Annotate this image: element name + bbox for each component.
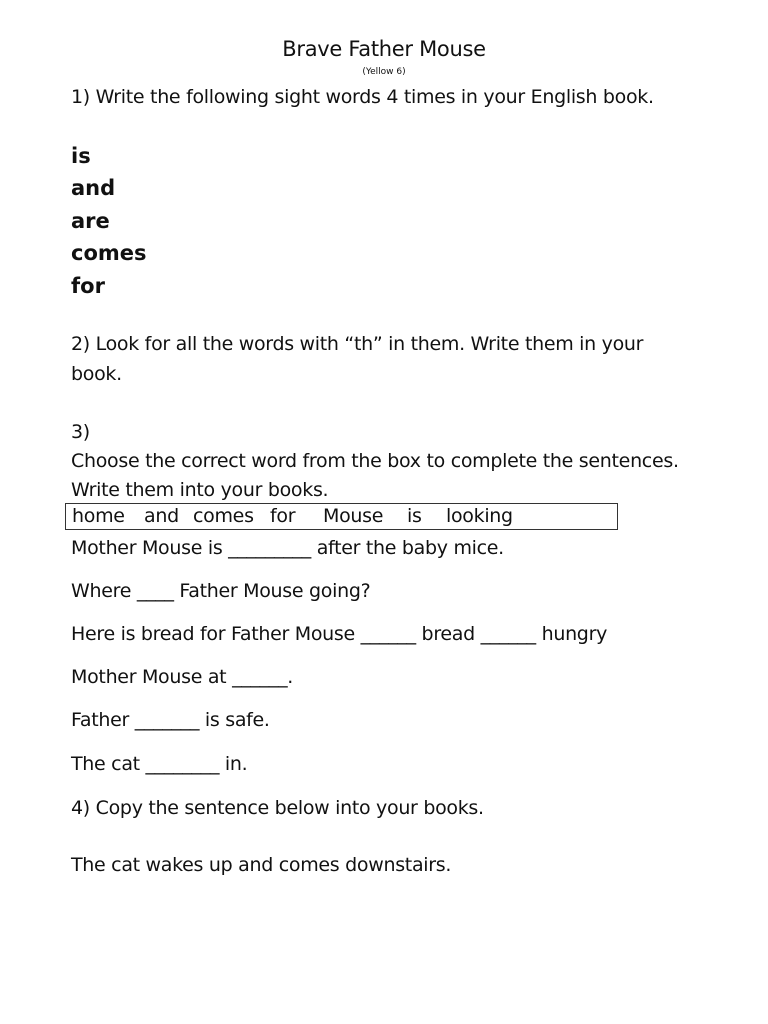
page-subtitle: (Yellow 6) xyxy=(362,67,406,77)
q4-copy-sentence: The cat wakes up and comes downstairs. xyxy=(71,854,452,876)
word-box-item: home xyxy=(72,505,125,527)
sight-word: is xyxy=(71,144,91,168)
sight-word: are xyxy=(71,209,110,233)
word-box-item: is xyxy=(407,505,422,527)
sight-word: and xyxy=(71,176,116,200)
word-box-item: and xyxy=(144,505,179,527)
q2-instruction-line1: 2) Look for all the words with “th” in them. Write them in your xyxy=(71,333,644,355)
fill-in-sentence: Mother Mouse is _________ after the baby mice. xyxy=(71,537,504,559)
word-box-item: looking xyxy=(446,505,513,527)
sight-word: for xyxy=(71,274,105,298)
word-box-item: comes xyxy=(193,505,254,527)
fill-in-sentence: Where ____ Father Mouse going? xyxy=(71,580,371,602)
q2-instruction-line2: book. xyxy=(71,363,122,385)
fill-in-sentence: Father _______ is safe. xyxy=(71,709,270,731)
fill-in-sentence: Here is bread for Father Mouse ______ bread ______ hungry xyxy=(71,623,608,645)
fill-in-sentence: The cat ________ in. xyxy=(71,753,248,775)
q3-instruction-line2: Write them into your books. xyxy=(71,479,329,501)
sight-word: comes xyxy=(71,241,147,265)
word-box-item: for xyxy=(270,505,296,527)
q4-instruction: 4) Copy the sentence below into your books. xyxy=(71,797,484,819)
page-title: Brave Father Mouse xyxy=(282,37,486,61)
q3-instruction-line1: Choose the correct word from the box to complete the sentences. xyxy=(71,450,679,472)
fill-in-sentence: Mother Mouse at ______. xyxy=(71,666,294,688)
q1-instruction: 1) Write the following sight words 4 times in your English book. xyxy=(71,86,654,108)
q3-number: 3) xyxy=(71,421,90,443)
word-box-item: Mouse xyxy=(323,505,384,527)
